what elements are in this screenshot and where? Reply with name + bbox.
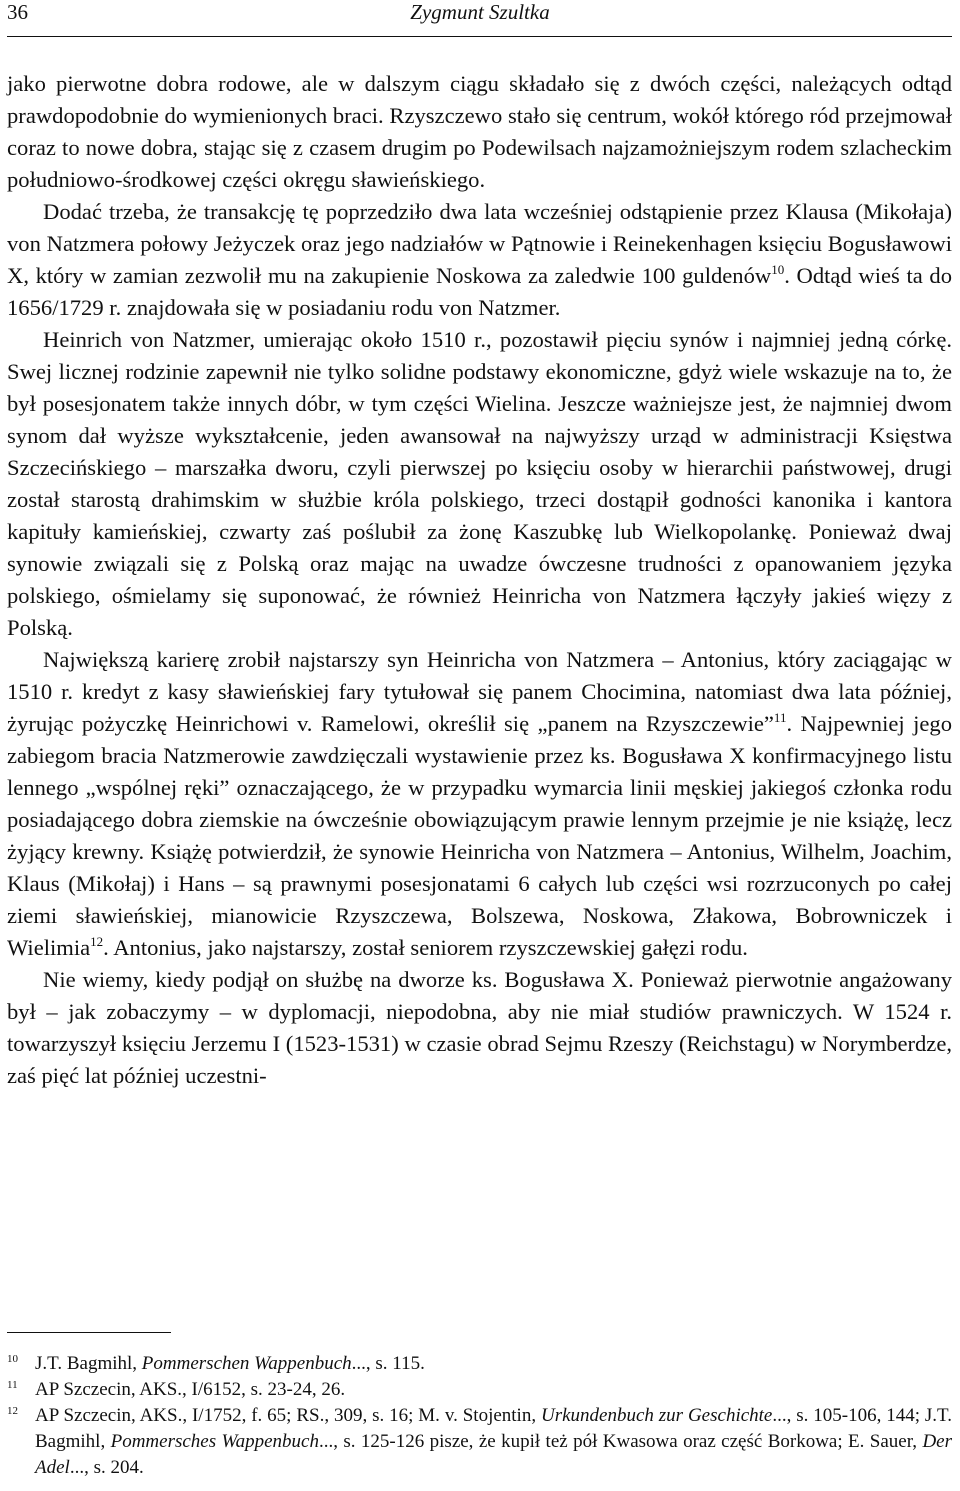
- footnote-number: 11: [7, 1379, 18, 1391]
- footnote-ref-11[interactable]: 11: [773, 710, 787, 725]
- paragraph-3: [7, 324, 952, 644]
- footnote-11: [7, 1377, 952, 1403]
- paragraph-5-text: Nie wiemy, kiedy podjął on służbę na dworze ks. Bogusława X. Ponieważ pierwotnie angażowany był – jak zobaczymy – w dyplomacji, niepodobna, aby nie miał studiów prawniczych. W 1524 r. towarzyszył księciu Jerzemu I (1523-1531) w czasie obrad Sejmu Rzeszy (Reichstagu) w Norymberdze, zaś pięć lat później uczestni-: [7, 967, 952, 1088]
- paragraph-1: [7, 68, 952, 196]
- footnote-number: 12: [7, 1405, 18, 1417]
- footnote-text: J.T. Bagmihl,: [35, 1353, 142, 1374]
- footnotes: [7, 1351, 952, 1481]
- running-head: Zygmunt Szultka: [410, 0, 550, 24]
- footnote-text: ..., s. 115.: [351, 1353, 425, 1374]
- footnote-title: Der Adel: [35, 1431, 953, 1478]
- paragraph-1-text: jako pierwotne dobra rodowe, ale w dalszym ciągu składało się z dwóch części, należących odtąd prawdopodobnie do wymienionych braci. Rzyszczewo stało się centrum, wokół którego ród przejmował coraz to nowe dobra, stając się z czasem drugim po Podewilsach najzamożniejszym rodem szlacheckim południowo-środkowej części okręgu sławieńskiego.: [7, 71, 952, 192]
- footnote-text: ..., s. 105-106, 144; J.T. Bagmihl,: [35, 1405, 953, 1452]
- footnote-text: AP Szczecin, AKS., I/6152, s. 23-24, 26.: [35, 1379, 346, 1400]
- footnote-ref-12[interactable]: 12: [90, 934, 104, 949]
- footnote-12: [7, 1403, 952, 1481]
- paragraph-2-text-b: . Odtąd wieś ta do 1656/1729 r. znajdowała się w posiadaniu rodu von Natzmer.: [7, 263, 952, 320]
- footnote-title: Pommerschen Wappenbuch: [141, 1353, 352, 1374]
- footnote-rule: [7, 1332, 171, 1333]
- footnote-10: [7, 1351, 952, 1377]
- footnote-text: ..., s. 125-126 pisze, że kupił też pół Kwasowa oraz część Borkowa; E. Sauer,: [318, 1431, 923, 1452]
- footnote-title: Pommersches Wappenbuch: [110, 1431, 319, 1452]
- paragraph-4-text-b: . Najpewniej jego zabiegom bracia Natzmerowie zawdzięczali wystawienie przez ks. Bogusława X konfirmacyjnego listu lennego „wspólnej ręki” oznaczającego, że w przypadku wymarcia linii męskiej jakiegoś członka rodu posiadającego dobra ziemskie na ówcześnie obowiązującym prawie lennym przejmie je nie książę, lecz żyjący krewny. Książę potwierdził, że synowie Heinricha von Natzmera – Antonius, Wilhelm, Joachim, Klaus (Mikołaj) i Hans – są prawnymi posesjonatami 6 całych lub części wsi rozrzuconych po całej ziemi sławieńskiej, mianowicie Rzyszczewa, Bolszewa, Noskowa, Złakowa, Bobrowniczek i Wielimia: [7, 711, 952, 960]
- footnote-ref-10[interactable]: 10: [771, 262, 785, 277]
- header-rule: [7, 36, 952, 37]
- paragraph-4-text-a: Największą karierę zrobił najstarszy syn Heinricha von Natzmera – Antonius, który zaciągając w 1510 r. kredyt z kasy sławieńskiej fary tytułował się panem Chocimina, natomiast dwa lata później, żyrując pożyczkę Heinrichowi v. Ramelowi, określił się „panem na Rzyszczewie”: [7, 647, 952, 736]
- paragraph-5: [7, 964, 952, 1092]
- page-header: [0, 0, 960, 40]
- footnote-number: 10: [7, 1353, 18, 1365]
- footnote-text: AP Szczecin, AKS., I/1752, f. 65; RS., 309, s. 16; M. v. Stojentin,: [35, 1405, 541, 1426]
- footnote-text: ..., s. 204.: [69, 1457, 144, 1478]
- paragraph-4: [7, 644, 952, 964]
- paragraph-4-text-c: . Antonius, jako najstarszy, został seniorem rzyszczewskiej gałęzi rodu.: [103, 935, 748, 960]
- footnote-title: Urkundenbuch zur Geschichte: [540, 1405, 773, 1426]
- page-number: 36: [7, 0, 28, 24]
- paragraph-2: [7, 196, 952, 324]
- paragraph-3-text: Heinrich von Natzmer, umierając około 1510 r., pozostawił pięciu synów i najmniej jedną córkę. Swej licznej rodzinie zapewnił nie tylko solidne podstawy ekonomiczne, gdyż wiele wskazuje na to, że był posesjonatem także innych dóbr, w tym części Wielina. Jeszcze ważniejsze jest, że najmniej dwom synom dał wyższe wykształcenie, jeden awansował na najwyższy urząd w administracji Księstwa Szczecińskiego – marszałka dworu, czyli pierwszej po księciu osoby w hierarchii państwowej, drugi został starostą drahimskim w służbie króla polskiego, trzeci dostąpił godności kanonika i kantora kapituły kamieńskiej, czwarty zaś poślubił za żonę Kaszubkę lub Wielkopolankę. Ponieważ dwaj synowie związali się z Polską oraz mając na uwadze ówczesne trudności z opanowaniem języka polskiego, ośmielamy się suponować, że również Heinricha von Natzmera łączyły jakieś więzy z Polską.: [7, 327, 952, 640]
- paragraph-2-text-a: Dodać trzeba, że transakcję tę poprzedziło dwa lata wcześniej odstąpienie przez Klausa (Mikołaja) von Natzmera połowy Jeżyczek oraz jego nadziałów w Pątnowie i Reinekenhagen księciu Bogusławowi X, który w zamian zezwolił mu na zakupienie Noskowa za zaledwie 100 guldenów: [7, 199, 952, 288]
- body-text: [7, 68, 952, 1092]
